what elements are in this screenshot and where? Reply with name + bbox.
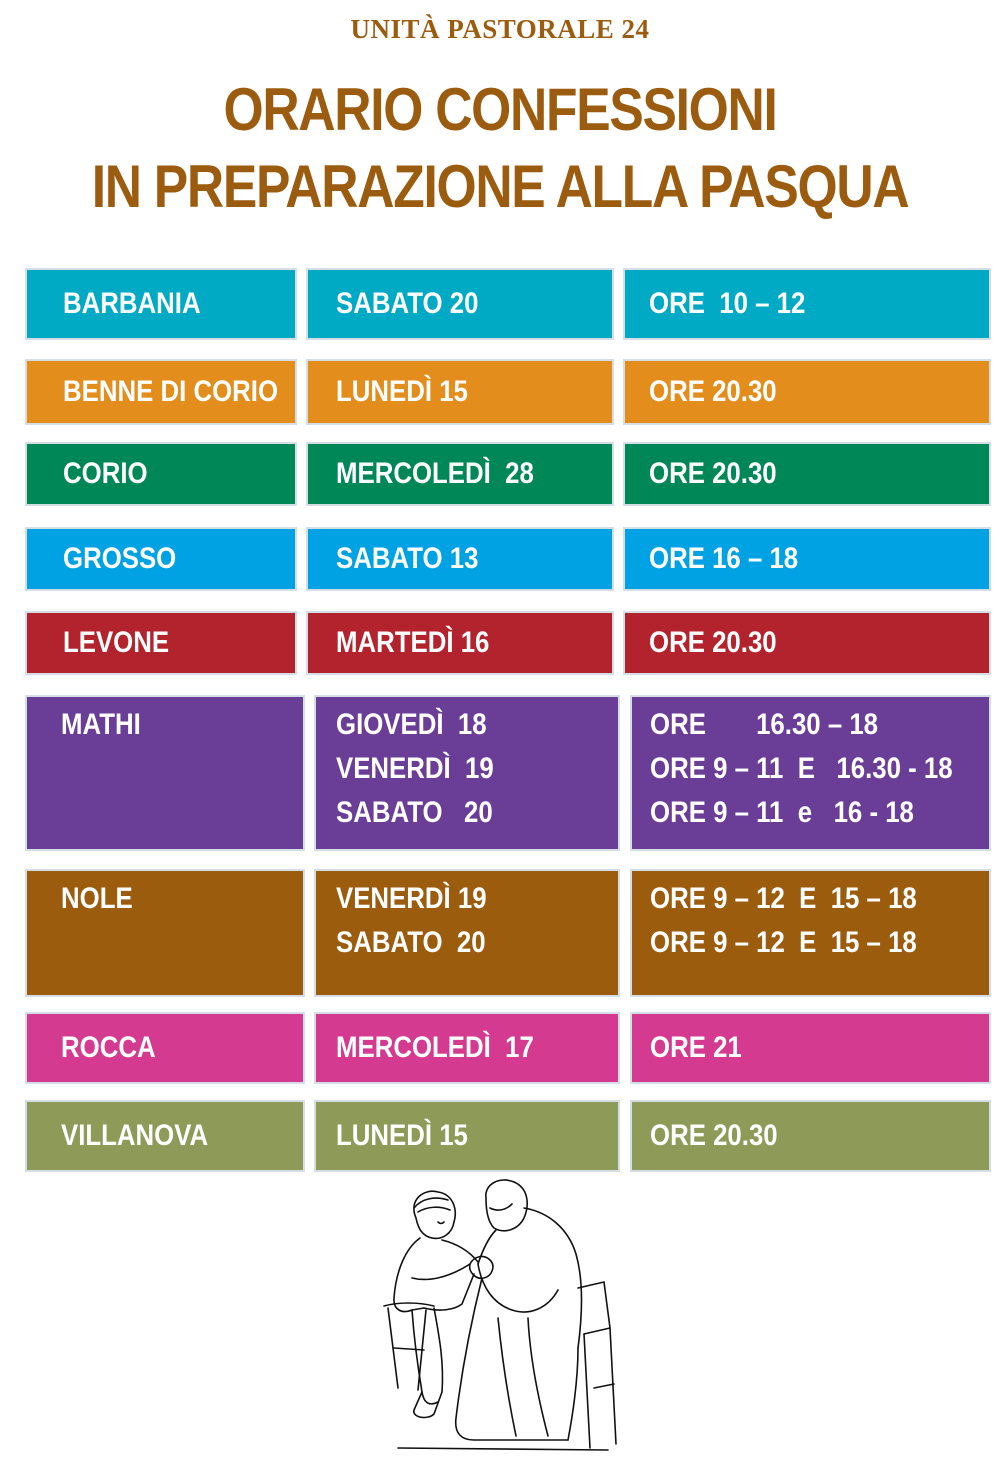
place-text: VILLANOVA <box>61 1119 209 1152</box>
time-cell <box>630 1100 991 1172</box>
day-text: LUNEDÌ 15 <box>336 375 468 408</box>
time-text: ORE 16.30 – 18 ORE 9 – 11 E 16.30 - 18 ORE 9 – 11 e 16 - 18 <box>650 708 953 829</box>
day-cell <box>314 1012 620 1084</box>
day-text: SABATO 20 <box>336 287 479 320</box>
day-text: MERCOLEDÌ 28 <box>336 457 534 490</box>
day-text: MERCOLEDÌ 17 <box>336 1031 534 1064</box>
day-cell <box>306 268 614 340</box>
day-text: MARTEDÌ 16 <box>336 626 490 659</box>
day-cell <box>306 359 614 425</box>
day-text: GIOVEDÌ 18 VENERDÌ 19 SABATO 20 <box>336 708 494 829</box>
page-title-line-1: ORARIO CONFESSIONI <box>223 76 777 143</box>
place-text: ROCCA <box>61 1031 156 1064</box>
time-cell <box>623 527 991 591</box>
parish-unit-header: UNITÀ PASTORALE 24 <box>350 14 650 44</box>
place-cell <box>25 359 297 425</box>
day-text: SABATO 13 <box>336 542 479 575</box>
time-cell <box>630 869 991 997</box>
page-title-line-2: IN PREPARAZIONE ALLA PASQUA <box>91 153 909 220</box>
time-text: ORE 16 – 18 <box>649 542 799 575</box>
place-cell <box>25 611 297 675</box>
time-cell <box>623 268 991 340</box>
day-cell <box>306 527 614 591</box>
day-text: VENERDÌ 19 SABATO 20 <box>336 882 487 959</box>
time-text: ORE 21 <box>650 1031 742 1064</box>
place-cell <box>25 442 297 506</box>
place-cell <box>25 869 305 997</box>
time-cell <box>623 611 991 675</box>
place-text: CORIO <box>63 457 148 490</box>
place-text: GROSSO <box>63 542 177 575</box>
place-text: LEVONE <box>63 626 170 659</box>
day-cell <box>306 611 614 675</box>
place-cell <box>25 695 305 851</box>
time-cell <box>623 359 991 425</box>
priest-confession-drawing-icon <box>378 1178 623 1458</box>
day-text: LUNEDÌ 15 <box>336 1119 468 1152</box>
place-cell <box>25 268 297 340</box>
time-text: ORE 10 – 12 <box>649 287 806 320</box>
time-text: ORE 20.30 <box>649 457 777 490</box>
place-text: BENNE DI CORIO <box>63 375 279 408</box>
place-text: BARBANIA <box>63 287 201 320</box>
time-cell <box>623 442 991 506</box>
place-cell <box>25 1100 305 1172</box>
day-cell <box>314 869 620 997</box>
time-text: ORE 20.30 <box>650 1119 778 1152</box>
place-cell <box>25 1012 305 1084</box>
time-text: ORE 20.30 <box>649 626 777 659</box>
day-cell <box>314 1100 620 1172</box>
place-cell <box>25 527 297 591</box>
day-cell <box>314 695 620 851</box>
day-cell <box>306 442 614 506</box>
time-cell <box>630 695 991 851</box>
place-text: NOLE <box>61 882 133 915</box>
place-text: MATHI <box>61 708 141 741</box>
time-cell <box>630 1012 991 1084</box>
time-text: ORE 20.30 <box>649 375 777 408</box>
time-text: ORE 9 – 12 E 15 – 18 ORE 9 – 12 E 15 – 18 <box>650 882 917 959</box>
